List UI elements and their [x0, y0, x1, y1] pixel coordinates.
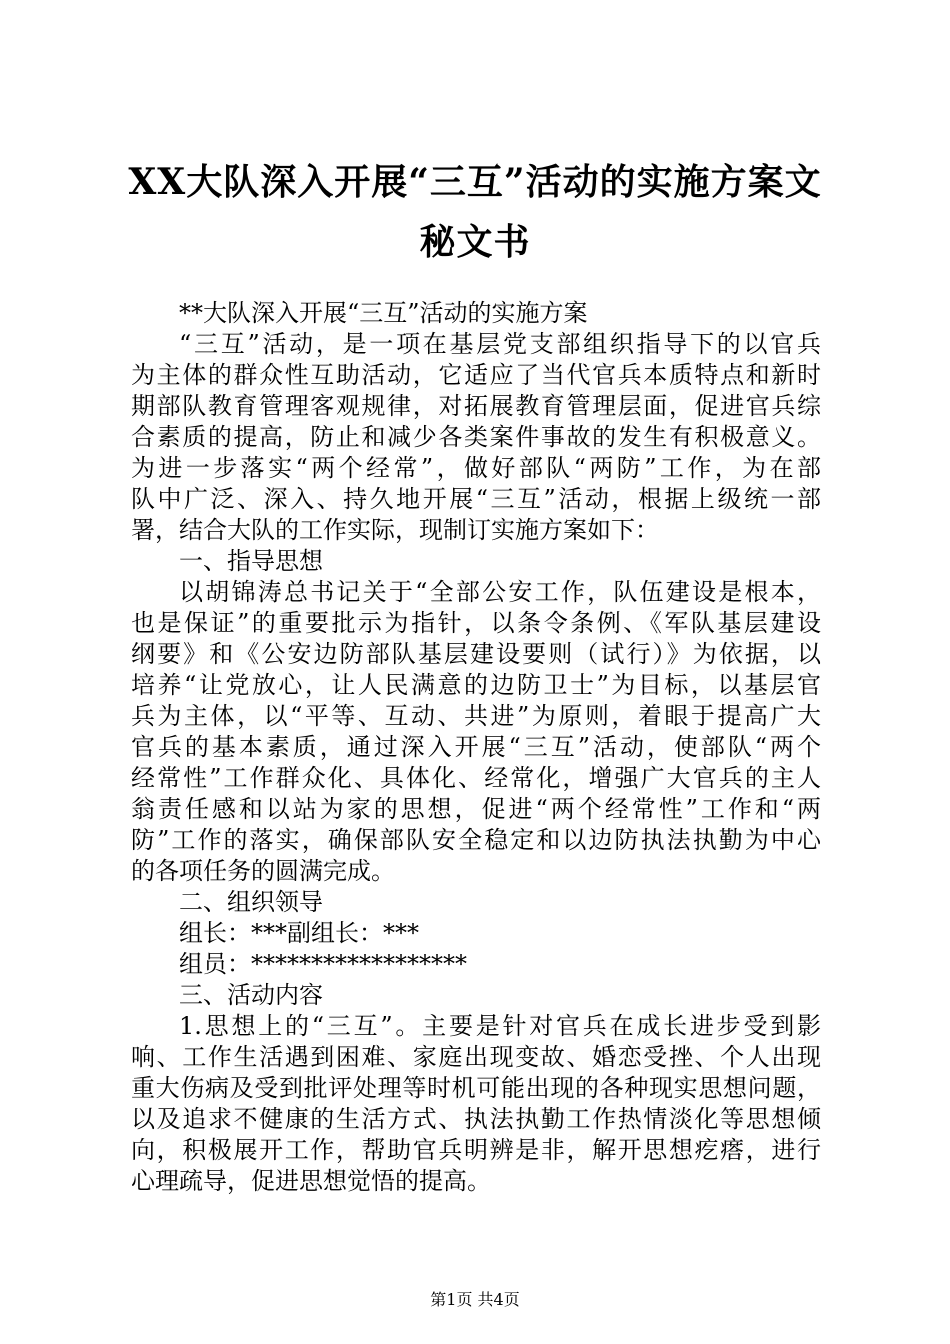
body-line: 纲要》和《公安边防部队基层建设要则（试行）》为依据，以 [131, 640, 821, 668]
body-line: 培养“让党放心，让人民满意的边防卫士”为目标，以基层官 [131, 671, 821, 699]
section-heading: 三、活动内容 [179, 981, 323, 1009]
body-line: 期部队教育管理客观规律，对拓展教育管理层面，促进官兵综 [131, 392, 821, 420]
body-line: 为进一步落实“两个经常”，做好部队“两防”工作，为在部 [131, 454, 821, 482]
body-line: 防”工作的落实，确保部队安全稳定和以边防执法执勤为中心 [131, 826, 821, 854]
body-line: 也是保证”的重要批示为指针，以条令条例、《军队基层建设 [131, 609, 821, 637]
body-line: 以及追求不健康的生活方式、执法执勤工作热情淡化等思想倾 [131, 1105, 821, 1133]
body-line: 署，结合大队的工作实际，现制订实施方案如下： [131, 516, 659, 544]
body-line: 以胡锦涛总书记关于“全部公安工作，队伍建设是根本， [179, 578, 821, 606]
body-line: 重大伤病及受到批评处理等时机可能出现的各种现实思想问题， [131, 1074, 821, 1102]
body-line: **大队深入开展“三互”活动的实施方案 [179, 299, 588, 327]
section-heading: 一、指导思想 [179, 547, 323, 575]
page-footer: 第1页 共4页 [430, 1290, 520, 1309]
document-title-line-1: XX大队深入开展“三互”活动的实施方案文 [128, 161, 822, 203]
body-line: 为主体的群众性互助活动，它适应了当代官兵本质特点和新时 [131, 361, 821, 389]
body-line: 响、工作生活遇到困难、家庭出现变故、婚恋受挫、个人出现 [131, 1043, 821, 1071]
document-body [131, 298, 821, 1197]
body-line: 官兵的基本素质，通过深入开展“三互”活动，使部队“两个 [131, 733, 821, 761]
document-title-line-2: 秘文书 [419, 221, 531, 263]
body-line: 1.思想上的“三互”。主要是针对官兵在成长进步受到影 [179, 1012, 821, 1040]
body-line: 向，积极展开工作，帮助官兵明辨是非，解开思想疙瘩，进行 [131, 1136, 821, 1164]
body-line: 经常性”工作群众化、具体化、经常化，增强广大官兵的主人 [131, 764, 821, 792]
body-line: “三互”活动，是一项在基层党支部组织指导下的以官兵 [179, 330, 821, 358]
body-line: 组长：***副组长：*** [179, 919, 419, 947]
body-line: 的各项任务的圆满完成。 [131, 857, 395, 885]
body-line: 兵为主体，以“平等、互动、共进”为原则，着眼于提高广大 [131, 702, 821, 730]
body-line: 队中广泛、深入、持久地开展“三互”活动，根据上级统一部 [131, 485, 821, 513]
body-line: 心理疏导，促进思想觉悟的提高。 [131, 1167, 491, 1195]
body-line: 组员：****************** [179, 950, 467, 978]
body-line: 合素质的提高，防止和减少各类案件事故的发生有积极意义。 [131, 423, 821, 451]
section-heading: 二、组织领导 [179, 888, 323, 916]
body-line: 翁责任感和以站为家的思想，促进“两个经常性”工作和“两 [131, 795, 821, 823]
